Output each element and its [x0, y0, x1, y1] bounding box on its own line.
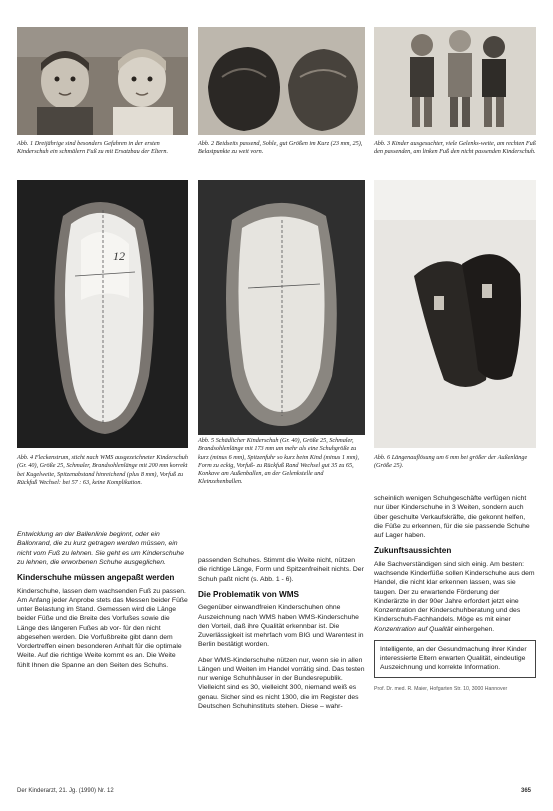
- paragraph-wms-advantage: Gegenüber einwandfreien Kinderschuhen ohne Auszeichnung nach WMS haben WMS-Kinderschuhe den Vorteil, daß ihre Qualität erkennbar ist. Die Zuverlässigkeit ist mehrfach vom BIG und Warentest in Berlin bestätigt worden.: [198, 604, 364, 649]
- photo-children-portrait: [17, 27, 188, 135]
- caption-abb-2: Abb. 2 Beidseits passend, Sohle, gut Größen im Kurz (23 mm, 25), Belastpunkte zu weit vorn.: [198, 140, 363, 156]
- photo-shoe-outline-good: [17, 180, 188, 448]
- photo-shoes-pair: [198, 27, 365, 135]
- paragraph-shops: scheinlich wenigen Schuhgeschäfte verfügen nicht nur über Kinderschuhe in 3 Weiten, sondern auch über geschulte Verkaufskräfte, die gekonnt helfen, die Füße zu erkennen, für die sie passende Schuhe auf Lager haben.: [374, 495, 530, 539]
- caption-abb-4: Abb. 4 Fleckenstrum, sticht nach WMS ausgezeichneter Kinderschuh (Gr. 40), Größe 25, Schmaler, Brandsohlenlänge mit 200 mm korrekt bei Kugelweite, Spitzenabstand hinreichend (plus 8 mm), Vorfuß zu Rückfuß Wechsel: bei 57 : 63, keine Komplikation.: [17, 454, 188, 486]
- info-box: [374, 640, 536, 678]
- paragraph-wms-availability: Aber WMS-Kinderschuhe nützen nur, wenn sie in allen Längen und Weiten im Handel vorrätig sind. Das testen nur wenige Schuhhäuser in der Bundesrepublik. Vielleicht sind es 30, vielleicht 300, niemand weiß es genau. Sicher sind es nicht 1300, die im Register des Deutschen Schuhinstituts stehen. Diese – wahr-: [198, 656, 365, 710]
- caption-abb-6: Abb. 6 Längenauflösung um 6 mm bei größer der Außenlänge (Größe 25).: [374, 454, 528, 470]
- paragraph-intro: Entwicklung an der Ballenlinie beginnt, oder ein Ballonrand, die zu kurz getragen werden müssen, ein nicht vom Fuß zu lehnen. Sie geht es um Kinderschuhe zu lehnen, die erworbenen Schuhe ausgeglichen.: [17, 531, 184, 566]
- text-column-1: [17, 530, 188, 676]
- text-column-3: [374, 494, 536, 698]
- text-column-2: [198, 556, 365, 717]
- paragraph-width: passenden Schuhes. Stimmt die Weite nicht, nützen die richtige Länge, Form und Spitzenfreiheit nichts. Der Schuh paßt nicht (s. Abb. 1 - 6).: [198, 557, 364, 583]
- heading-wms: Die Problematik von WMS: [198, 589, 299, 599]
- heading-outlook: Zukunftsaussichten: [374, 546, 452, 556]
- photo-shoe-outline-bad: [198, 180, 365, 435]
- photo-shoe-sole-view: [374, 180, 536, 448]
- footer-journal: Der Kinderarzt, 21. Jg. (1990) Nr. 12: [17, 788, 114, 794]
- caption-abb-5: Abb. 5 Schädlicher Kinderschuh (Gr. 40), Größe 25, Schmaler, Brandsohlenlänge mit 173 mm um mehr als eine Schuhgröße zu kurz (minus 6 mm), Spitzenfuhr so kurz beim Kind (minus 1 mm), Form zu eckig, Vorfuß- zu Rückfuß Rand Wechsel gut 35 zu 65, Konkave am Außenballen, an der Gelenkstelle und Kleinzehenballen.: [198, 437, 360, 486]
- caption-abb-3: Abb. 3 Kinder ausgesuchter, viele Gelenks-weite, am rechten Fuß den passenden, am linken Fuß den nicht passenden Kinderschuh.: [374, 140, 536, 156]
- paragraph-outlook: Alle Sachverständigen sind sich einig. Am besten: wachsende Kinderfüße sollen Kinderschuhe aus dem Handel, die nicht klar erkennen lassen, was sie taugen. Der zu erwartende Förderung der Kinderärzte in der 90er Jahre erfordert jetzt eine Konzentration der Kinderschuhberatung und des Kinderschuh-Fachhandels. Möge es mit einer Konzentration auf Qualität einhergehen.: [374, 560, 535, 633]
- heading-fitting: Kinderschuhe müssen angepaßt werden: [17, 573, 175, 582]
- paragraph-fitting: Kinderschuhe, lassen dem wachsenden Fuß zu passen. Am Anfang jeder Anprobe stets das Messen beider Füße unter Belastung im Stand. Gemessen wird die Länge beider Füße und die Breite des Vorfußes sowie die Länge des längeren Fußes ab vor- für den nicht abgesehen werden. Die Vorfußbreite gibt dann dem Vordertreffen einen besonderen Anhalt für die optimale Weite. Auf die richtige Weite kommt es an. Die Weite fühlt Ihnen die Spanne an den Seiten des Schuhs.: [17, 587, 188, 669]
- author-address: Prof. Dr. med. R. Maier, Hofgarten Str. 10, 3000 Hannover: [374, 685, 508, 692]
- photo-children-standing: [374, 27, 536, 135]
- caption-abb-1: Abb. 1 Dreijährige sind besonders Gefahren in der ersten Kinderschuh ein schmälern Fuß zu mit Ersatzbau der Eltern.: [17, 140, 169, 156]
- outline-number: 12: [113, 249, 125, 263]
- info-box-text: Intelligente, an der Gesundmachung ihrer Kinder interessierte Eltern erwarten Qualität, eindeutige Auszeichnung und korrekte Information.: [380, 645, 527, 672]
- page-number: 365: [521, 788, 532, 794]
